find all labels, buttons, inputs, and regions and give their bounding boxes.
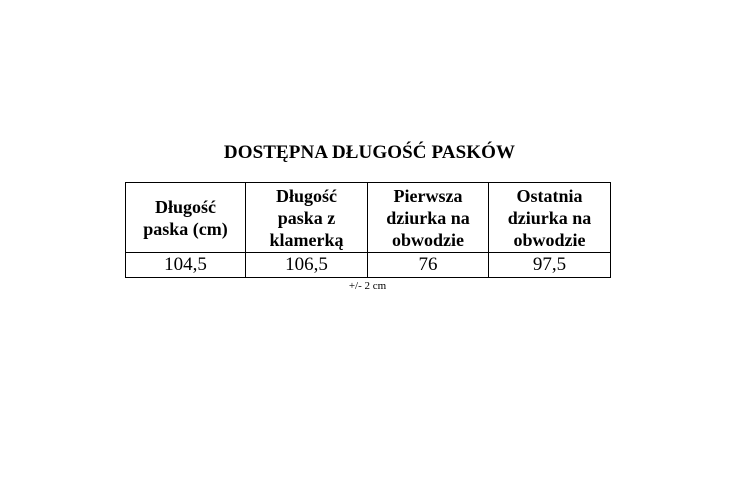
cell-last-hole: 97,5 [489, 253, 611, 278]
tolerance-note: +/- 2 cm [348, 280, 387, 292]
table-header-row [126, 183, 611, 253]
belt-length-table [125, 182, 611, 278]
cell-belt-length: 104,5 [126, 253, 246, 278]
header-belt-length: Długość paska (cm) [126, 183, 246, 253]
header-belt-length-with-buckle: Długość paska z klamerką [246, 183, 368, 253]
table-row [126, 253, 611, 278]
document-title: DOSTĘPNA DŁUGOŚĆ PASKÓW [223, 142, 516, 163]
table-header [126, 183, 611, 253]
header-first-hole-circumference: Pierwsza dziurka na obwodzie [368, 183, 489, 253]
cell-first-hole: 76 [368, 253, 489, 278]
cell-belt-length-with-buckle: 106,5 [246, 253, 368, 278]
header-last-hole-circumference: Ostatnia dziurka na obwodzie [489, 183, 611, 253]
